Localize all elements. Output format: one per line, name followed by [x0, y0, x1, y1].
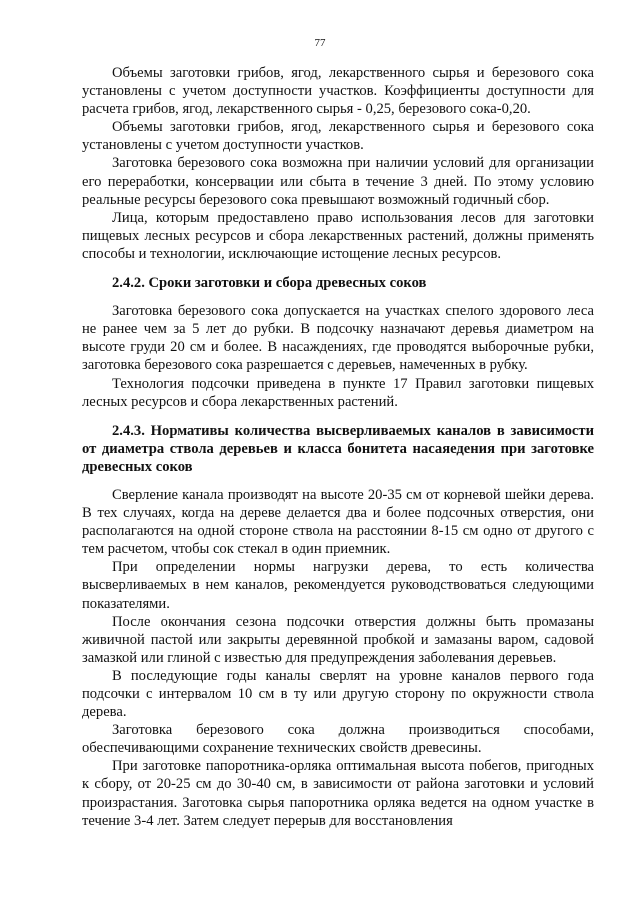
paragraph-persons-rights: Лица, которым предоставлено право использования лесов для заготовки пищевых лесных ресурсов и сбора лекарственных растений, должны применять способы и технологии, исключающие истощение лесных ресурсов.	[82, 209, 594, 262]
paragraph-tapping-technology: Технология подсочки приведена в пункте 17 Правил заготовки пищевых лесных ресурсов и сбора лекарственных растений.	[82, 375, 594, 410]
paragraph-bracken-fern: При заготовке папоротника-орляка оптимальная высота побегов, пригодных к сбору, от 20-25 см до 30-40 см, в зависимости от района заготовки и условий произрастания. Заготовка сырья папоротника орляка ведется на одном участке в течение 3-4 лет. Затем следует перерыв для восстановления	[82, 758, 594, 829]
paragraph-birch-sap-conditions: Заготовка березового сока возможна при наличии условий для организации его переработки, консервации или сбыта в течение 3 дней. По этому условию реальные ресурсы березового сока превышают возможный годичный сбор.	[82, 155, 594, 208]
paragraph-following-years: В последующие годы каналы сверлят на уровне каналов первого года подсочки с интервалом 10 см в ту или другую сторону по окружности ствола дерева.	[82, 667, 594, 721]
paragraph-birch-sap-permitted: Заготовка березового сока допускается на участках спелого здорового леса не ранее чем за 5 лет до рубки. В подсочку назначают деревья диаметром на высоте груди 20 см и более. В насаждениях, где проводятся выборочные рубки, заготовка березового сока разрешается с деревьев, намеченных в рубку.	[82, 303, 594, 374]
section-heading-2-4-2: 2.4.2. Сроки заготовки и сбора древесных соков	[112, 275, 427, 292]
paragraph-harvest-volumes-repeat: Объемы заготовки грибов, ягод, лекарственного сырья и березового сока установлены с учетом доступности участков.	[82, 119, 594, 154]
page-number: 77	[314, 37, 326, 49]
section-heading-2-4-3: 2.4.3. Нормативы количества высверливаемых каналов в зависимости от диаметра ствола деревьев и класса бонитета насаяедения при заготовке древесных соков	[82, 422, 594, 475]
document-body	[82, 64, 594, 830]
paragraph-load-norm: При определении нормы нагрузки дерева, то есть количества высверливаемых в нем каналов, рекомендуется руководствоваться следующими показателями.	[82, 559, 594, 612]
paragraph-season-end: После окончания сезона подсочки отверстия должны быть промазаны живичной пастой или закрыты деревянной пробкой и замазаны варом, садовой замазкой или глиной с известью для предупреждения заболевания деревьев.	[82, 613, 594, 666]
paragraph-harvest-volumes: Объемы заготовки грибов, ягод, лекарственного сырья и березового сока установлены с учетом доступности участков. Коэффициенты доступности для расчета грибов, ягод, лекарственного сырья - 0,25, березового сока-0,20.	[82, 65, 594, 118]
paragraph-wood-preservation: Заготовка березового сока должна производиться способами, обеспечивающими сохранение технических свойств древесины.	[82, 722, 594, 757]
paragraph-drilling-channel: Сверление канала производят на высоте 20-35 см от корневой шейки дерева. В тех случаях, когда на дереве делается два и более подсочных отверстия, они располагаются на одной стороне ствола на расстоянии 8-15 см одно от другого с тем расчетом, чтобы сок стекал в один приемник.	[82, 486, 594, 558]
